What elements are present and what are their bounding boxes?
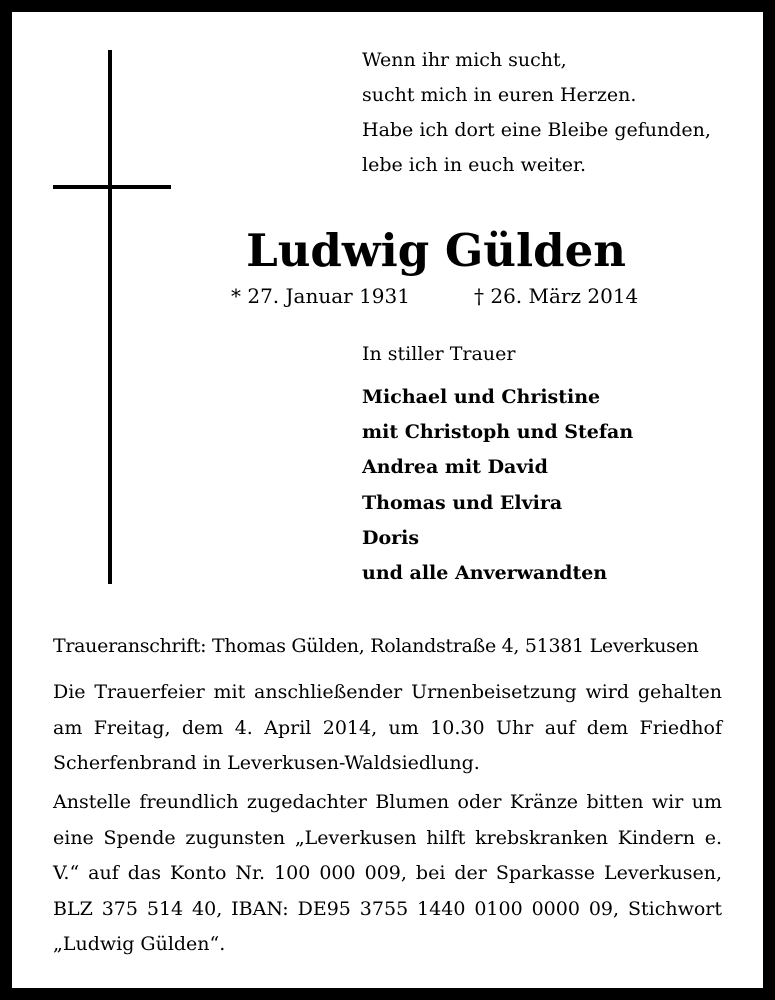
birth-date: * 27. Januar 1931 [231,284,410,308]
poem-line: Habe ich dort eine Bleibe gefunden, [362,119,711,141]
poem-line: Wenn ihr mich sucht, [362,49,567,71]
mourner-name: und alle Anverwandten [362,562,608,585]
mourner-name: Andrea mit David [362,456,548,479]
mourning-intro: In stiller Trauer [362,343,516,365]
ceremony-details: Die Trauerfeier mit anschließender Urnenbeisetzung wird gehalten am Freitag, dem 4. April 2014, um 10.30 Uhr auf dem Friedhof Scherfenbrand in Leverkusen-Waldsiedlung. [53,681,722,774]
mourning-address: Traueranschrift: Thomas Gülden, Rolandstraße 4, 51381 Leverkusen [53,635,699,657]
poem-line: sucht mich in euren Herzen. [362,84,637,106]
mourner-name: Doris [362,526,420,549]
mourner-list [362,380,633,591]
poem [362,43,711,183]
donation-request: Anstelle freundlich zugedachter Blumen oder Kränze bitten wir um eine Spende zugunsten „Leverkusen hilft krebskranken Kindern e. V.“ auf das Konto Nr. 100 000 009, bei der Sparkasse Leverkusen, BLZ 375 514 40, IBAN: DE95 3755 1440 0100 0000 09, Stichwort „Ludwig Gülden“. [53,791,722,955]
mourner-name: Michael und Christine [362,386,601,408]
cross-icon-horizontal-bar [53,185,171,189]
cross-icon-vertical-bar [108,50,112,584]
mourner-name: Thomas und Elvira [362,491,563,514]
poem-line: lebe ich in euch weiter. [362,154,587,176]
mourner-name: mit Christoph und Stefan [362,421,634,444]
deceased-name: Ludwig Gülden [246,224,626,277]
death-date: † 26. März 2014 [474,284,639,308]
